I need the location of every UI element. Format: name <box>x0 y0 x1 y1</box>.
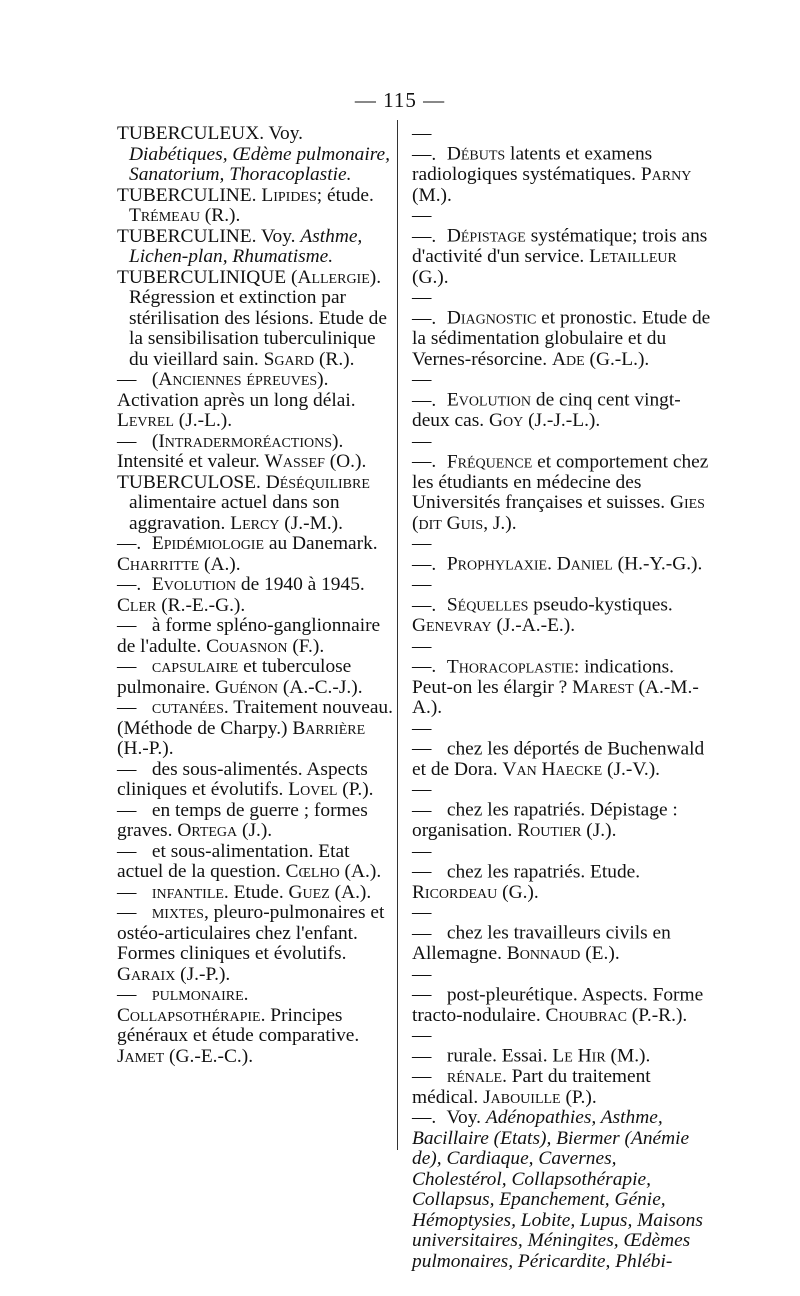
entry-dash: —. <box>117 533 142 554</box>
entry-author: Wassef (O.). <box>264 451 367 472</box>
entry-text: Voy. <box>446 1107 486 1128</box>
entry-subheading: (Intradermoréactions). <box>151 430 344 452</box>
entry-text: à forme spléno-ganglionnaire de l'adulte. <box>117 615 381 657</box>
entry-dash: — <box>412 1066 432 1087</box>
entry-dash: — <box>117 430 137 452</box>
entry-subheading: Thoracoplastie: <box>446 656 580 677</box>
entry-text: chez les travailleurs civils en Allemagne. <box>412 922 671 964</box>
entry-text: en temps de guerre ; formes graves. <box>117 799 368 841</box>
entry-dash: — <box>117 881 137 903</box>
entry-dash: — — <box>412 840 432 882</box>
entry-text: des sous-alimentés. Aspects cliniques et évolutifs. <box>117 758 368 800</box>
index-entry <box>117 657 395 698</box>
entry-dash: — <box>117 656 137 677</box>
entry-text: pleuro-pulmonaires et ostéo-articulaires chez l'enfant. Formes cliniques et évolutifs. <box>117 902 385 964</box>
index-entry <box>412 780 712 842</box>
left-column <box>117 124 395 1067</box>
entry-author: Trémeau (R.). <box>129 205 241 226</box>
entry-author: Le Hir (M.). <box>552 1045 651 1067</box>
entry-text: post-pleurétique. Aspects. Forme tracto-nodulaire. <box>412 984 704 1026</box>
entry-author: Goy (J.-J.-L.). <box>489 410 601 431</box>
entry-dash: — —. <box>412 574 437 616</box>
entry-text: Part du traitement médical. <box>412 1066 651 1108</box>
entry-subheading: Débuts <box>446 143 506 165</box>
entry-dash: —. <box>117 574 142 595</box>
entry-text: Voy. <box>268 123 304 144</box>
index-entry <box>117 698 395 760</box>
index-entry <box>412 1067 712 1108</box>
entry-author: Routier (J.). <box>517 820 617 841</box>
index-entry <box>117 883 395 904</box>
entry-author: Couasnon (F.). <box>206 635 325 657</box>
entry-text: et tuberculose pulmonaire. <box>117 656 352 698</box>
entry-text: Activation après un long délai. <box>117 389 356 411</box>
entry-author: Marest (A.-M.-A.). <box>412 676 699 718</box>
index-entry <box>412 288 712 370</box>
entry-subheading: Prophylaxie. <box>446 553 552 575</box>
entry-text: chez les déportés de Buchenwald et de Dora. <box>412 738 705 780</box>
index-entry <box>117 268 395 371</box>
index-entry <box>412 432 712 535</box>
entry-dash: — <box>117 369 137 390</box>
index-entry <box>117 616 395 657</box>
index-entry <box>412 1026 712 1067</box>
entry-text: systématique; trois ans d'activité d'un service. <box>412 225 708 267</box>
entry-author: Gies (dit Guis, J.). <box>412 492 705 534</box>
entry-dash: — — <box>412 902 432 944</box>
entry-dash: — <box>117 615 137 636</box>
entry-text: ; étude. <box>316 184 374 206</box>
index-entry <box>117 432 395 473</box>
entry-text: de cinq cent vingt-deux cas. <box>412 389 681 431</box>
entry-author: Daniel (H.-Y.-G.). <box>556 553 703 575</box>
index-entry <box>412 1108 712 1272</box>
entry-subheading: mixtes, <box>151 902 209 923</box>
entry-dash: — <box>117 984 137 1005</box>
entry-text: Régression et extinction par stérilisation des lésions. Etude de la sensibilisation tuberculinique du vieillard sain. <box>129 287 387 370</box>
entry-author: Jamet (G.-E.-C.). <box>117 1045 254 1067</box>
entry-text: de 1940 à 1945. <box>236 574 365 595</box>
index-entry <box>412 842 712 904</box>
entry-author: Garaix (J.-P.). <box>117 963 231 985</box>
entry-text: chez les rapatriés. Dépistage : organisation. <box>412 799 678 841</box>
column-divider <box>397 120 398 1150</box>
index-entry <box>412 637 712 719</box>
entry-author: Genevray (J.-A.-E.). <box>412 615 576 636</box>
index-entry <box>412 370 712 432</box>
index-entry <box>117 534 395 575</box>
entry-text: rurale. Essai. <box>446 1045 553 1067</box>
entry-text: et comportement chez les étudiants en médecine des Universités françaises et suisses. <box>412 451 709 513</box>
index-entry <box>117 760 395 801</box>
entry-see-also: Asthme, Lichen-plan, Rhumatisme. <box>129 225 363 267</box>
entry-text: alimentaire actuel dans son aggravation. <box>129 492 340 534</box>
entry-dash: — <box>117 697 137 718</box>
index-entry <box>412 534 712 575</box>
index-entry <box>117 124 395 186</box>
index-entry <box>412 965 712 1027</box>
index-entry <box>412 206 712 288</box>
entry-dash: — — <box>412 1025 432 1067</box>
entry-text: Principes généraux et étude comparative. <box>117 1004 360 1046</box>
entry-author: Cœlho (A.). <box>285 861 382 882</box>
entry-author: Ade (G.-L.). <box>551 348 650 370</box>
entry-author: Sgard (R.). <box>263 348 355 370</box>
entry-text: et pronostic. Etude de la sédimentation globulaire et du Vernes-résorcine. <box>412 307 711 370</box>
entry-subheading: Diagnostic <box>446 307 537 329</box>
entry-text: Etude. <box>228 881 289 903</box>
entry-dash: — <box>117 758 137 780</box>
entry-dash: — —. <box>412 369 437 411</box>
entry-author: Bonnaud (E.). <box>506 943 620 964</box>
entry-author: Letailleur (G.). <box>412 246 677 288</box>
entry-subheading: Déséquilibre <box>265 471 370 493</box>
entry-subheading: infantile. <box>151 881 229 903</box>
right-column <box>412 124 712 1272</box>
entry-text: au Danemark. <box>264 533 378 554</box>
entry-subheading: (Allergie). <box>290 266 382 288</box>
entry-dash: — <box>117 840 137 862</box>
entry-dash: — <box>117 902 137 923</box>
entry-subheading: Epidémiologie <box>151 533 265 554</box>
entry-subheading: rénale. <box>446 1066 507 1087</box>
index-entry <box>117 473 395 535</box>
entry-subheading: Lipides <box>261 184 317 206</box>
entry-subheading: Evolution <box>446 389 532 411</box>
entry-dash: — — <box>412 717 432 759</box>
entry-dash: — —. <box>412 205 437 247</box>
index-entry <box>117 186 395 227</box>
entry-subheading: Fréquence <box>446 451 533 472</box>
entry-author: Guénon (A.-C.-J.). <box>215 676 363 698</box>
entry-author: Charritte (A.). <box>117 553 241 575</box>
index-entry <box>117 370 395 432</box>
index-entry <box>412 124 712 206</box>
entry-text: et sous-alimentation. Etat actuel de la question. <box>117 840 350 882</box>
entry-dash: — <box>117 799 137 821</box>
entry-dash: — —. <box>412 533 437 575</box>
entry-subheading: Evolution <box>151 574 237 595</box>
entry-text: pseudo-kystiques. <box>528 594 673 616</box>
entry-dash: — — <box>412 779 432 821</box>
entry-dash: —. <box>412 1107 437 1128</box>
entry-dash: — —. <box>412 287 437 329</box>
entry-subheading: capsulaire <box>151 656 239 677</box>
page-number: — 115 — <box>354 88 446 112</box>
entry-text: Voy. <box>261 225 301 247</box>
entry-subheading: Dépistage <box>446 225 526 247</box>
entry-text: Traitement nouveau. (Méthode de Charpy.) <box>117 697 393 739</box>
index-entry <box>117 227 395 268</box>
entry-author: Choubrac (P.-R.). <box>545 1004 688 1026</box>
index-entry <box>412 903 712 965</box>
entry-heading: TUBERCULINE. <box>117 225 257 247</box>
entry-author: Van Haecke (J.-V.). <box>502 758 661 780</box>
entry-subheading: pulmonaire. Collapsothérapie. <box>117 984 266 1026</box>
entry-author: Ricordeau (G.). <box>412 881 539 903</box>
entry-heading: TUBERCULINE. <box>117 184 257 206</box>
entry-text: chez les rapatriés. Etude. <box>446 861 641 882</box>
entry-text: latents et examens radiologiques systématiques. <box>412 143 653 185</box>
index-entry <box>412 719 712 781</box>
entry-author: Cler (R.-E.-G.). <box>117 594 246 616</box>
index-entry <box>117 985 395 1067</box>
index-entry <box>412 575 712 637</box>
entry-heading: TUBERCULOSE. <box>117 471 261 493</box>
entry-author: Ortega (J.). <box>177 820 273 841</box>
index-entry <box>117 575 395 616</box>
index-entry <box>117 801 395 842</box>
entry-author: Lovel (P.). <box>288 779 374 800</box>
entry-author: Levrel (J.-L.). <box>117 410 233 431</box>
entry-dash: — —. <box>412 635 437 677</box>
entry-author: Guez (A.). <box>288 881 372 903</box>
entry-see-also: Diabétiques, Œdème pulmonaire, Sanatorium, Thoracoplastie. <box>129 143 390 185</box>
entry-author: Jabouille (P.). <box>483 1086 597 1108</box>
entry-text: indications. Peut-on les élargir ? <box>412 656 675 698</box>
entry-see-also: Adénopathies, Asthme, Bacillaire (Etats), Biermer (Anémie de), Cardiaque, Cavernes, Cholestérol, Collapsothérapie, Collapsus, Epanchement, Génie, Hémoptysies, Lobite, Lupus, Maisons universitaires, Méningites, Œdèmes pulmonaires, Péricardite, Phlébi- <box>412 1107 703 1272</box>
entry-subheading: Séquelles <box>446 594 529 616</box>
entry-text: Intensité et valeur. <box>117 451 265 472</box>
entry-subheading: cutanées. <box>151 697 229 718</box>
entry-dash: — —. <box>412 430 437 472</box>
index-entry <box>117 903 395 985</box>
entry-heading: TUBERCULEUX. <box>117 123 265 144</box>
entry-author: Parny (M.). <box>412 164 692 206</box>
entry-dash: — — <box>412 963 432 1005</box>
entry-heading: TUBERCULINIQUE <box>117 266 287 288</box>
entry-author: Lercy (J.-M.). <box>230 512 343 534</box>
entry-subheading: (Anciennes épreuves). <box>151 369 329 390</box>
index-entry <box>117 842 395 883</box>
entry-dash: — —. <box>412 123 437 165</box>
entry-author: Barrière (H.-P.). <box>117 717 366 759</box>
